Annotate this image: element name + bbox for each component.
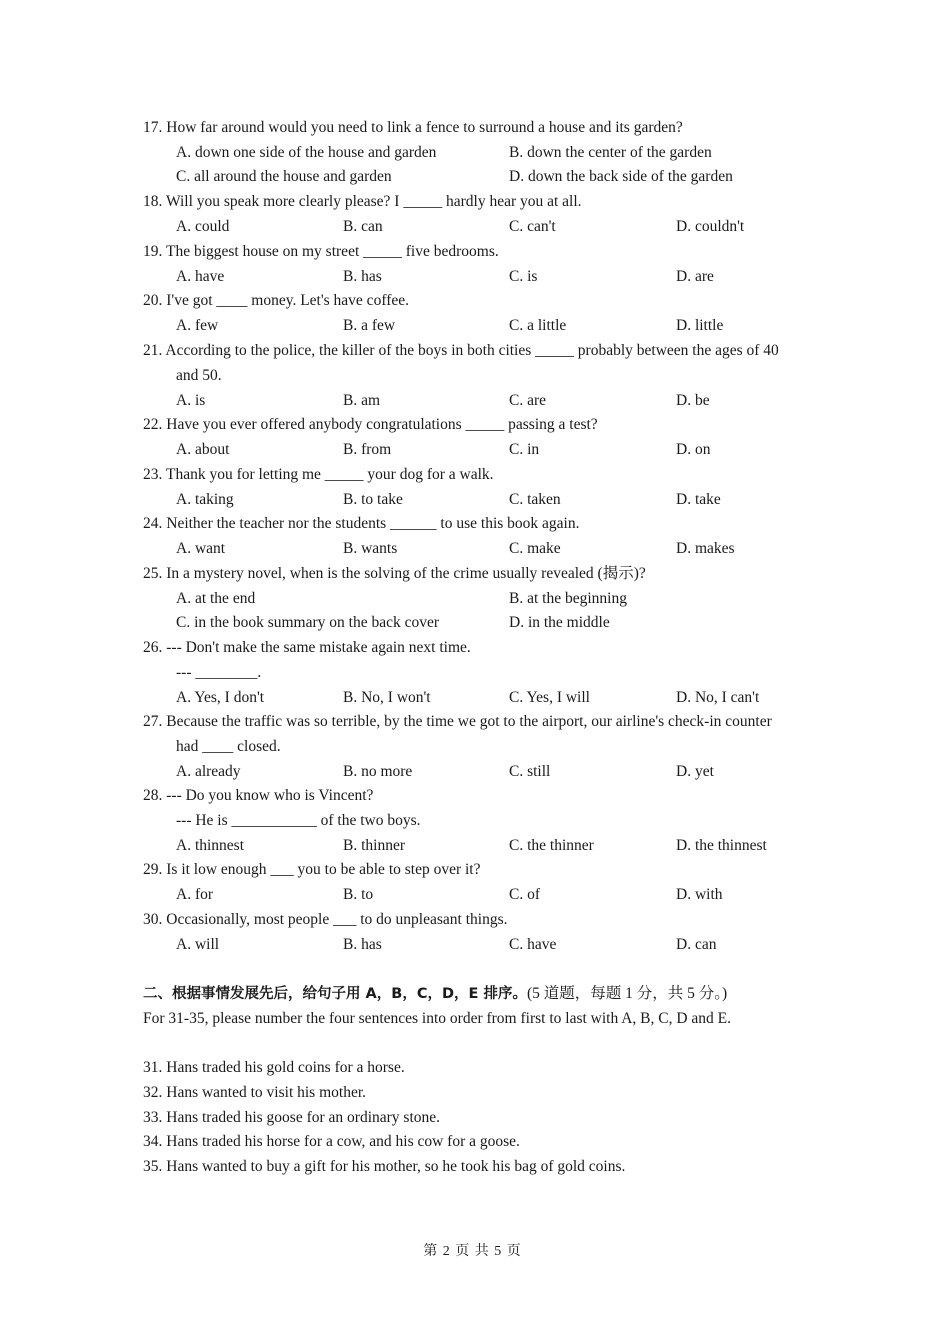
sentence-31: 31. Hans traded his gold coins for a horse. bbox=[143, 1059, 405, 1076]
question-27-stem-continued: had ____ closed. bbox=[176, 738, 281, 755]
sentence-33: 33. Hans traded his goose for an ordinary stone. bbox=[143, 1109, 441, 1126]
question-21-option-b: B. am bbox=[343, 392, 381, 409]
question-27-option-d: D. yet bbox=[676, 763, 714, 780]
question-19-stem: 19. The biggest house on my street _____ five bedrooms. bbox=[143, 243, 499, 260]
question-26-stem-continued: --- ________. bbox=[176, 664, 262, 681]
question-23-option-b: B. to take bbox=[343, 491, 403, 508]
question-23-option-c: C. taken bbox=[509, 491, 561, 508]
question-24-option-d: D. makes bbox=[676, 540, 735, 557]
question-26-option-c: C. Yes, I will bbox=[509, 689, 590, 706]
question-24-option-c: C. make bbox=[509, 540, 561, 557]
question-20-stem: 20. I've got ____ money. Let's have coffee. bbox=[143, 292, 409, 309]
question-19-option-c: C. is bbox=[509, 268, 538, 285]
question-18-option-d: D. couldn't bbox=[676, 218, 745, 235]
question-29-option-b: B. to bbox=[343, 886, 374, 903]
question-26-stem: 26. --- Don't make the same mistake again next time. bbox=[143, 639, 471, 656]
question-24-option-b: B. wants bbox=[343, 540, 398, 557]
question-26-option-b: B. No, I won't bbox=[343, 689, 431, 706]
question-25-option-a: A. at the end bbox=[176, 590, 256, 607]
question-29-option-c: C. of bbox=[509, 886, 540, 903]
question-21-option-a: A. is bbox=[176, 392, 206, 409]
question-26-option-d: D. No, I can't bbox=[676, 689, 760, 706]
question-20-option-c: C. a little bbox=[509, 317, 567, 334]
question-26-option-a: A. Yes, I don't bbox=[176, 689, 265, 706]
question-28-stem: 28. --- Do you know who is Vincent? bbox=[143, 787, 374, 804]
question-27-stem: 27. Because the traffic was so terrible, by the time we got to the airport, our airline's check-in counter bbox=[143, 713, 772, 730]
question-20-option-b: B. a few bbox=[343, 317, 396, 334]
question-30-option-b: B. has bbox=[343, 936, 382, 953]
question-17-option-d: D. down the back side of the garden bbox=[509, 168, 733, 185]
question-17-stem: 17. How far around would you need to link a fence to surround a house and its garden? bbox=[143, 119, 683, 136]
question-17-option-a: A. down one side of the house and garden bbox=[176, 144, 437, 161]
section-2-title: 二、根据事情发展先后，给句子用 A，B，C，D，E 排序。 bbox=[143, 986, 527, 1002]
sentence-34: 34. Hans traded his horse for a cow, and his cow for a goose. bbox=[143, 1133, 520, 1150]
question-28-option-b: B. thinner bbox=[343, 837, 405, 854]
question-28-option-c: C. the thinner bbox=[509, 837, 594, 854]
question-27-option-b: B. no more bbox=[343, 763, 413, 780]
question-20-option-d: D. little bbox=[676, 317, 724, 334]
question-25-stem: 25. In a mystery novel, when is the solving of the crime usually revealed (揭示)? bbox=[143, 565, 646, 582]
question-22-option-b: B. from bbox=[343, 441, 392, 458]
question-28-stem-continued: --- He is ___________ of the two boys. bbox=[176, 812, 421, 829]
question-23-option-a: A. taking bbox=[176, 491, 234, 508]
question-23-stem: 23. Thank you for letting me _____ your dog for a walk. bbox=[143, 466, 494, 483]
question-19-option-b: B. has bbox=[343, 268, 382, 285]
question-29-option-d: D. with bbox=[676, 886, 723, 903]
question-18-option-b: B. can bbox=[343, 218, 383, 235]
section-2-instruction: For 31-35, please number the four sentences into order from first to last with A, B, C, D and E. bbox=[143, 1010, 732, 1027]
question-25-option-b: B. at the beginning bbox=[509, 590, 627, 607]
question-18-stem: 18. Will you speak more clearly please? I _____ hardly hear you at all. bbox=[143, 193, 582, 210]
page-number-footer: 第 2 页 共 5 页 bbox=[423, 1244, 522, 1259]
question-24-stem: 24. Neither the teacher nor the students ______ to use this book again. bbox=[143, 515, 580, 532]
question-18-option-a: A. could bbox=[176, 218, 230, 235]
question-22-option-c: C. in bbox=[509, 441, 540, 458]
question-27-option-c: C. still bbox=[509, 763, 551, 780]
question-19-option-d: D. are bbox=[676, 268, 714, 285]
question-17-option-c: C. all around the house and garden bbox=[176, 168, 392, 185]
question-19-option-a: A. have bbox=[176, 268, 225, 285]
section-2-heading bbox=[143, 984, 727, 1004]
question-21-stem: 21. According to the police, the killer of the boys in both cities _____ probably between the ages of 40 bbox=[143, 342, 779, 359]
section-2-note: (5 道题，每题 1 分，共 5 分。) bbox=[526, 985, 728, 1002]
question-24-option-a: A. want bbox=[176, 540, 226, 557]
question-17-option-b: B. down the center of the garden bbox=[509, 144, 712, 161]
question-22-option-d: D. on bbox=[676, 441, 711, 458]
question-28-option-d: D. the thinnest bbox=[676, 837, 767, 854]
question-25-option-c: C. in the book summary on the back cover bbox=[176, 614, 440, 631]
question-29-option-a: A. for bbox=[176, 886, 214, 903]
sentence-32: 32. Hans wanted to visit his mother. bbox=[143, 1084, 367, 1101]
sentence-35: 35. Hans wanted to buy a gift for his mother, so he took his bag of gold coins. bbox=[143, 1158, 626, 1175]
question-28-option-a: A. thinnest bbox=[176, 837, 245, 854]
question-23-option-d: D. take bbox=[676, 491, 721, 508]
question-21-option-c: C. are bbox=[509, 392, 547, 409]
question-30-stem: 30. Occasionally, most people ___ to do unpleasant things. bbox=[143, 911, 508, 928]
question-27-option-a: A. already bbox=[176, 763, 241, 780]
question-20-option-a: A. few bbox=[176, 317, 219, 334]
question-30-option-c: C. have bbox=[509, 936, 557, 953]
question-21-option-d: D. be bbox=[676, 392, 710, 409]
question-30-option-a: A. will bbox=[176, 936, 220, 953]
question-22-stem: 22. Have you ever offered anybody congratulations _____ passing a test? bbox=[143, 416, 598, 433]
question-22-option-a: A. about bbox=[176, 441, 230, 458]
question-21-stem-continued: and 50. bbox=[176, 367, 222, 384]
question-29-stem: 29. Is it low enough ___ you to be able to step over it? bbox=[143, 861, 481, 878]
question-25-option-d: D. in the middle bbox=[509, 614, 610, 631]
question-30-option-d: D. can bbox=[676, 936, 717, 953]
question-18-option-c: C. can't bbox=[509, 218, 556, 235]
